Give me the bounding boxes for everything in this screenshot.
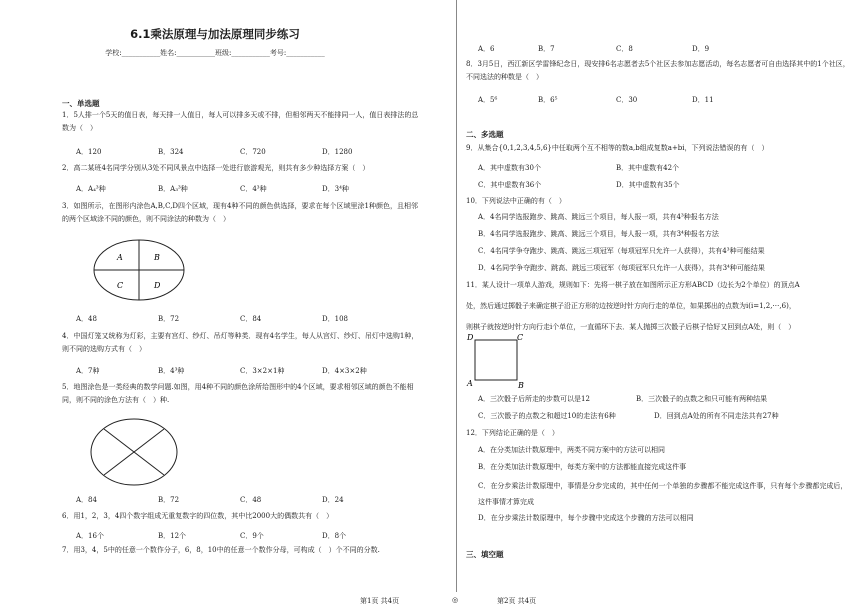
question-11-line-3: 则棋子就按逆时针方向行走i个单位，一直循环下去．某人抛掷三次骰子后棋子恰好又回到点A处，则（ ） xyxy=(466,323,796,331)
question-10-option-b: B．4名同学选报跑步、跳高、跳远三个项目，每人报一项，共有3⁴种报名方法 xyxy=(478,230,719,238)
option-a: A．120 xyxy=(76,148,102,156)
option-c: C．3×2×1种 xyxy=(240,367,285,375)
option-a: A．84 xyxy=(76,496,97,504)
question-10-option-d: D．4名同学争夺跑步、跳高、跳远三项冠军（每项冠军只允许一人获得），共有3⁴种可能结果 xyxy=(478,264,765,272)
section-multiple-choice: 二、多选题 xyxy=(466,130,504,139)
q5-circle-figure xyxy=(88,416,180,488)
section-fill-in: 三、填空题 xyxy=(466,550,504,559)
option-b: B．72 xyxy=(158,496,180,504)
option-b: B．4³种 xyxy=(158,367,185,375)
question-4: 4．中国灯笼又统称为灯彩，主要有宫灯、纱灯、吊灯等种类．现有4名学生，每人从宫灯、纱灯、吊灯中选购1种，则不同的选购方式有（ ） xyxy=(62,332,419,353)
question-12-option-c: C．在分步乘法计数原理中，事情是分步完成的，其中任何一个单独的步骤都不能完成这件事，只有每个步骤都完成后，这件事情才算完成 xyxy=(478,482,848,506)
option-d: D．11 xyxy=(692,96,714,104)
question-7: 7．用3，4，5中的任意一个数作分子，6，8，10中的任意一个数作分母，可构成（ ）个不同的分数. xyxy=(62,546,380,554)
question-9-options-row-1 xyxy=(478,163,818,175)
footer-page-right: 第2页 共4页 xyxy=(497,597,537,605)
option-a: A．A₄³种 xyxy=(76,185,106,193)
q3-label-a: A xyxy=(117,253,123,262)
question-11-options-row-2 xyxy=(478,411,858,423)
q11-label-d: D xyxy=(467,333,474,342)
left-page xyxy=(0,0,430,592)
question-12-option-b: B．在分类加法计数原理中，每类方案中的方法都能直接完成这件事 xyxy=(478,463,687,471)
question-1-options xyxy=(76,147,416,159)
option-a: A．16个 xyxy=(76,532,104,540)
option-d: D．4×3×2种 xyxy=(322,367,367,375)
option-a: A．三次骰子后所走的步数可以是12 xyxy=(478,395,590,403)
option-d: D．9 xyxy=(692,45,710,53)
student-info-line: 学校:___________姓名:___________班级:___________考号:___________ xyxy=(105,49,325,57)
option-c: C．8 xyxy=(616,45,633,53)
option-a: A．48 xyxy=(76,315,97,323)
right-page xyxy=(430,0,860,592)
question-9: 9．从集合{0,1,2,3,4,5,6}中任取两个互不相等的数a,b组成复数a+bi，下列说法错误的有（ ） xyxy=(466,144,769,152)
option-b: B．6⁵ xyxy=(538,96,558,104)
footer-page-left: 第1页 共4页 xyxy=(360,597,400,605)
question-12-option-d: D．在分步乘法计数原理中，每个步骤中完成这个步骤的方法可以相同 xyxy=(478,514,694,522)
option-d: D．1280 xyxy=(322,148,353,156)
option-d: D．3⁴种 xyxy=(322,185,349,193)
option-c: C．720 xyxy=(240,148,266,156)
option-b: B．72 xyxy=(158,315,180,323)
option-b: B．12个 xyxy=(158,532,187,540)
question-4-options xyxy=(76,366,416,378)
footer-separator-icon: ◎ xyxy=(452,596,459,604)
question-1: 1．5人排一个5天的值日表，每天排一人值日，每人可以排多天或不排，但相邻两天不能排同一人，值日表排法的总数为（ ） xyxy=(62,111,419,132)
section-single-choice: 一、单选题 xyxy=(62,99,100,108)
option-c: C．其中虚数有36个 xyxy=(478,181,542,189)
question-2-options xyxy=(76,184,416,196)
option-d: D．24 xyxy=(322,496,344,504)
option-a: A．6 xyxy=(478,45,495,53)
question-6-options xyxy=(76,531,416,543)
q11-label-b: B xyxy=(518,381,524,390)
q11-square-figure xyxy=(464,330,528,390)
q11-square xyxy=(475,340,517,380)
question-2: 2．高二某班4名同学分别从3处不同风景点中选择一处进行旅游观光，则共有多少种选择方案（ ） xyxy=(62,164,370,172)
question-6: 6．用1，2，3，4四个数字组成无重复数字的四位数，其中比2000大的偶数共有（ ） xyxy=(62,512,334,520)
option-a: A．其中虚数有30个 xyxy=(478,164,541,172)
option-d: D．108 xyxy=(322,315,348,323)
option-b: B．7 xyxy=(538,45,555,53)
q3-ellipse-figure xyxy=(92,238,186,302)
q3-label-d: D xyxy=(154,281,161,290)
document-title: 6.1乘法原理与加法原理同步练习 xyxy=(130,27,300,41)
question-10: 10．下列说法中正确的有（ ） xyxy=(466,197,566,205)
question-11-line-2: 处，然后通过掷骰子来确定棋子沿正方形的边按逆时针方向行走的单位，如果掷出的点数为i(i=1,2,⋯,6)， xyxy=(466,302,796,310)
question-12: 12．下列结论正确的是（ ） xyxy=(466,429,559,437)
option-b: B．A₃³种 xyxy=(158,185,188,193)
question-5-options xyxy=(76,495,416,507)
question-3-options xyxy=(76,314,416,326)
option-b: B．其中虚数有42个 xyxy=(616,164,680,172)
q3-label-b: B xyxy=(154,253,160,262)
option-d: D．8个 xyxy=(322,532,347,540)
option-c: C．48 xyxy=(240,496,262,504)
question-8-options xyxy=(478,95,818,107)
option-c: C．9个 xyxy=(240,532,264,540)
option-b: B．324 xyxy=(158,148,184,156)
question-5: 5．地图涂色是一类经典的数学问题.如图，用4种不同的颜色涂所给图形中的4个区域，要求相邻区域的颜色不能相同，则不同的涂色方法有（ ）种. xyxy=(62,383,414,404)
option-c: C．84 xyxy=(240,315,262,323)
option-c: C．30 xyxy=(616,96,638,104)
question-7-options xyxy=(478,44,818,56)
question-9-options-row-2 xyxy=(478,180,818,192)
question-11-options-row-1 xyxy=(478,394,858,406)
q11-label-a: A xyxy=(467,379,473,388)
option-c: C．4³种 xyxy=(240,185,267,193)
question-3: 3．如图所示，在图形内涂色A,B,C,D四个区域，现有4种不同的颜色供选择，要求在每个区域里涂1种颜色，且相邻的两个区域涂不同的颜色，则不同涂法的种数为（ ） xyxy=(62,202,418,223)
question-10-option-c: C．4名同学争夺跑步、跳高、跳远三项冠军（每项冠军只允许一人获得），共有4³种可能结果 xyxy=(478,247,765,255)
q3-label-c: C xyxy=(117,281,124,290)
option-c: C．三次骰子的点数之和超过10的走法有6种 xyxy=(478,412,616,420)
question-8: 8．3月5日，西江新区学雷锋纪念日，现安排6名志愿者去5个社区去参加志愿活动，每名志愿者可自由选择其中的1个社区，不同选法的种数是（ ） xyxy=(466,60,850,81)
option-d: D．其中虚数有35个 xyxy=(616,181,680,189)
option-a: A．5⁶ xyxy=(478,96,498,104)
option-b: B．三次骰子的点数之和只可能有两种结果 xyxy=(636,395,768,403)
question-12-option-a: A．在分类加法计数原理中，两类不同方案中的方法可以相同 xyxy=(478,446,666,454)
question-11-line-1: 11．某人设计一项单人游戏，规则如下：先将一棋子放在如图所示正方形ABCD（边长为2个单位）的顶点A xyxy=(466,281,800,289)
question-10-option-a: A．4名同学选报跑步、跳高、跳远三个项目，每人报一项，共有4³种报名方法 xyxy=(478,213,719,221)
option-d: D．回到点A处的所有不同走法共有27种 xyxy=(654,412,779,420)
option-a: A．7种 xyxy=(76,367,100,375)
q11-label-c: C xyxy=(517,333,524,342)
